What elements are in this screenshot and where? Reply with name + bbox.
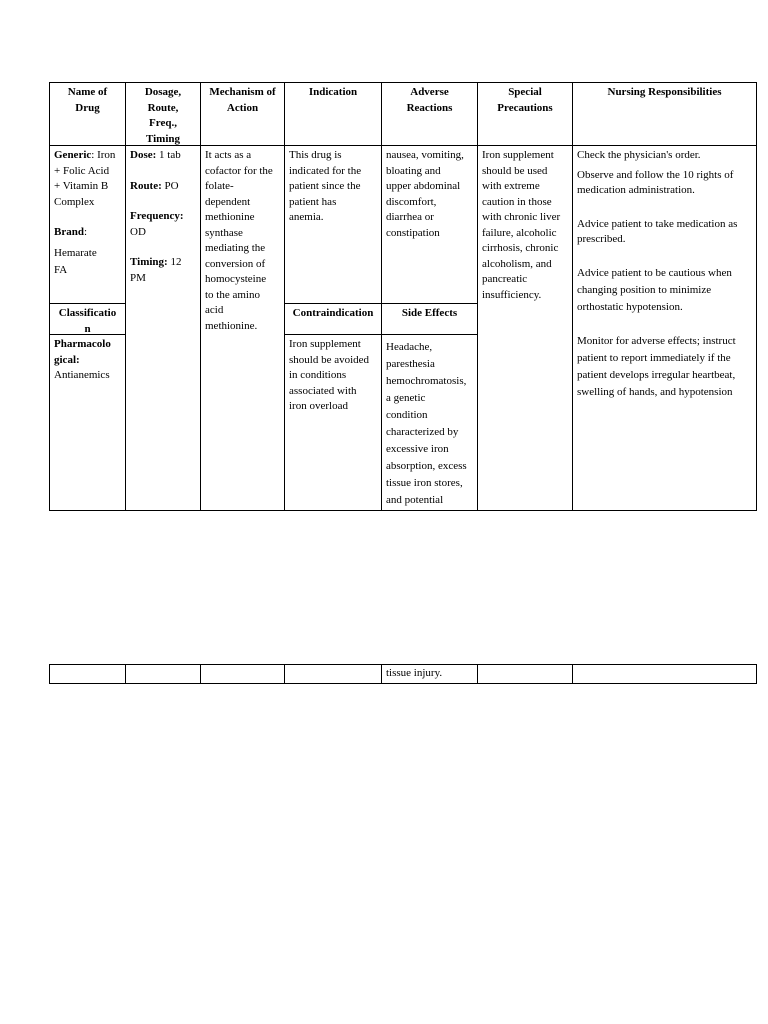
nursing-responsibilities-cell (572, 145, 757, 511)
continuation-cell-special (477, 664, 573, 684)
timing-value: 12 PM (130, 256, 182, 284)
pharmacological-label: Pharmacolo gical: (54, 338, 111, 366)
header-nursing-responsibilities: Nursing Responsibilities (572, 82, 757, 146)
contraindication-cell: Iron supplement should be avoided in conditions associated with iron overload (284, 334, 382, 511)
mechanism-cell: It acts as a cofactor for the folate- dependent methionine synthase mediating the conversion of homocysteine to the amino acid methionine. (200, 145, 285, 511)
side-effects-label: Side Effects (381, 303, 478, 335)
nursing-item: Advice patient to take medication as prescribed. (577, 217, 738, 245)
nursing-item: Check the physician's order. (577, 149, 701, 161)
nursing-item: Monitor for adverse effects; instruct patient to report immediately if the patient develops irregular heartbeat, swelling of hands, and hypotension (577, 334, 736, 398)
continuation-cell-side-effects: tissue injury. (381, 664, 478, 684)
header-mechanism: Mechanism of Action (200, 82, 285, 146)
header-adverse-reactions: Adverse Reactions (381, 82, 478, 146)
dosage-cell (125, 145, 201, 511)
continuation-cell-mechanism (200, 664, 285, 684)
pharmacological-value: Antianemics (54, 369, 110, 381)
continuation-cell-name (49, 664, 126, 684)
nursing-item: Observe and follow the 10 rights of medication administration. (577, 168, 734, 196)
continuation-cell-indication (284, 664, 382, 684)
header-name-of-drug: Name of Drug (49, 82, 126, 146)
generic-value: : Iron + Folic Acid + Vitamin B Complex (54, 149, 116, 208)
header-indication: Indication (284, 82, 382, 146)
drug-name-cell (49, 145, 126, 304)
classification-label: Classificatio n (49, 303, 126, 335)
timing-label: Timing: (130, 256, 168, 268)
dose-value: 1 tab (156, 149, 181, 161)
brand-value: Hemarate FA (54, 246, 97, 276)
frequency-label: Frequency: (130, 210, 184, 222)
brand-colon: : (83, 226, 88, 238)
dose-label: Dose: (130, 149, 157, 161)
generic-label: Generic (54, 149, 92, 161)
header-special-precautions: Special Precautions (477, 82, 573, 146)
header-dosage: Dosage, Route, Freq., Timing (125, 82, 201, 146)
brand-label: Brand (54, 226, 84, 238)
continuation-cell-dosage (125, 664, 201, 684)
route-label: Route: (130, 179, 162, 192)
nursing-item: Advice patient to be cautious when changing position to minimize orthostatic hypotension. (577, 266, 732, 313)
contraindication-label: Contraindication (284, 303, 382, 335)
route-value: PO (161, 179, 179, 192)
adverse-reactions-cell: nausea, vomiting, bloating and upper abdominal discomfort, diarrhea or constipation (381, 145, 478, 304)
side-effects-cell: Headache, paresthesia hemochromatosis, a genetic condition characterized by excessive iron absorption, excess tissue iron stores, and potential (381, 334, 478, 511)
special-precautions-cell: Iron supplement should be used with extreme caution in those with chronic liver failure, alcoholic cirrhosis, chronic alcoholism, and pancreatic insufficiency. (477, 145, 573, 511)
frequency-value: OD (130, 225, 146, 238)
classification-value-cell (49, 334, 126, 511)
indication-cell: This drug is indicated for the patient since the patient has anemia. (284, 145, 382, 304)
continuation-cell-nursing (572, 664, 757, 684)
